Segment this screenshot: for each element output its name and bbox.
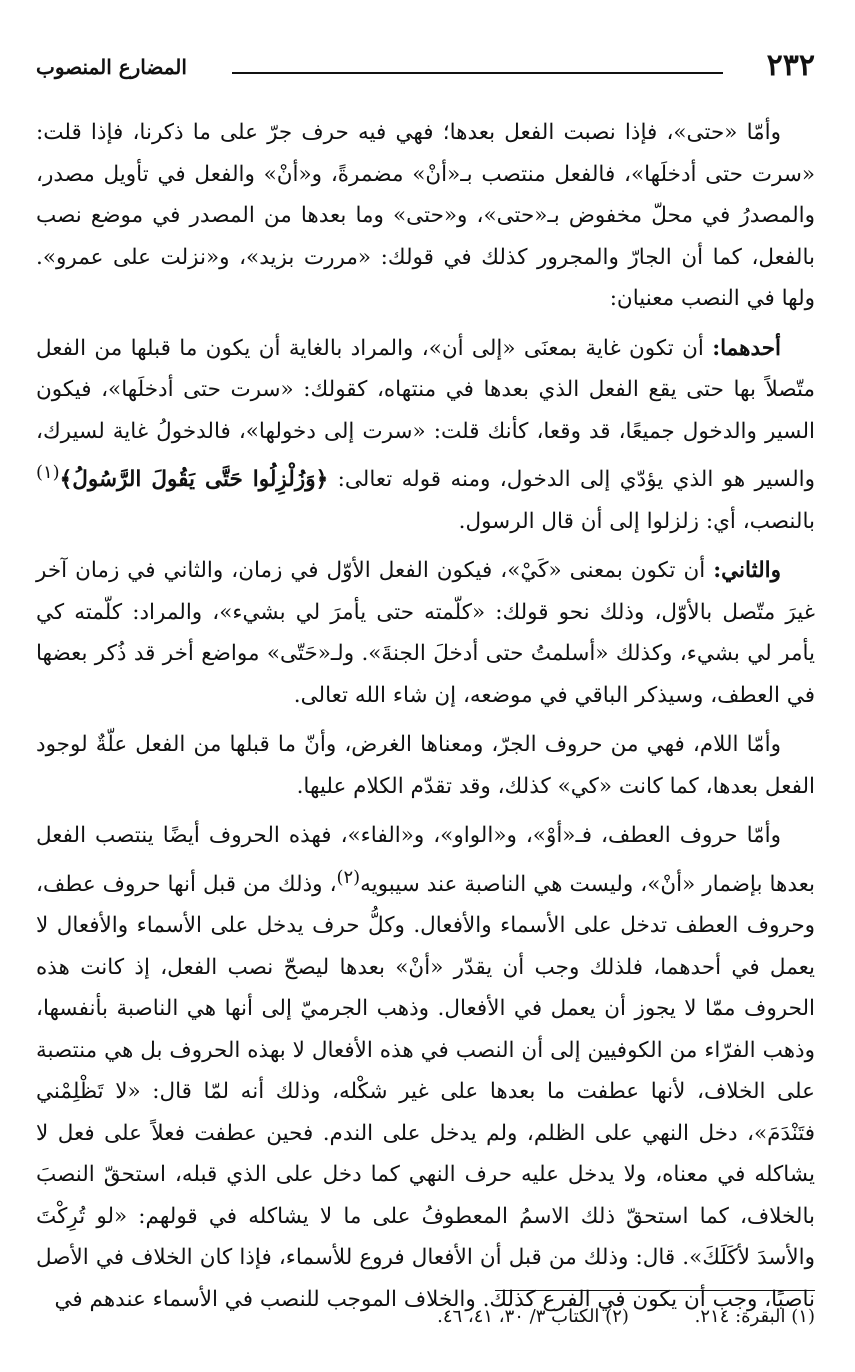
- paragraph-lam: [36, 724, 815, 807]
- paragraph-first-meaning: [36, 328, 815, 543]
- footnote-2: (٢) الكتاب ٣/ ٣٠، ٤١، ٤٦.: [437, 1306, 629, 1327]
- chapter-title: المضارع المنصوب: [36, 55, 187, 79]
- paragraph-hatta: [36, 112, 815, 320]
- footnote-1: (١) البقرة: ٢١٤.: [694, 1306, 815, 1327]
- paragraph-second-meaning: [36, 550, 815, 716]
- header-rule: [232, 72, 723, 74]
- paragraph-text: وأمّا اللام، فهي من حروف الجرّ، ومعناها الغرض، وأنّ ما قبلها من الفعل علّةٌ لوجود الفعل بعدها، كما كانت «كي» كذلك، وقد تقدّم الكلام عليها.: [36, 732, 815, 799]
- quran-verse: ﴿وَزُلْزِلُوا حَتَّى يَقُولَ الرَّسُولُ﴾: [59, 467, 329, 493]
- paragraph-text: وأمّا حروف العطف، فـ«أوْ»، و«الواو»، و«الفاء»، فهذه الحروف أيضًا ينتصب الفعل بعدها بإضمار «أنْ»، وليست هي الناصبة عند سيبويه: [36, 823, 815, 897]
- body-text: [36, 112, 815, 1328]
- footnote-marker: (١): [36, 462, 60, 483]
- paragraph-text: وأمّا «حتى»، فإذا نصبت الفعل بعدها؛ فهي فيه حرف جرّ على ما ذكرنا، فإذا قلت: «سرت حتى أدخلَها»، فالفعل منتصب بـ«أنْ» مضمرةً، و«أنْ» والفعل في تأويل مصدر، والمصدرُ في محلّ مخفوض بـ«حتى»، و«حتى» وما بعدها من المصدر في موضع نصب بالفعل، كما أن الجارّ والمجرور كذلك في قولك: «مررت بزيد»، و«نزلت على عمرو». ولها في النصب معنيان:: [36, 120, 815, 311]
- paragraph-tail: ، وذلك من قبل أنها حروف عطف، وحروف العطف تدخل على الأسماء والأفعال. وكلُّ حرف يدخل على الأسماء والأفعال لا يعمل في أحدهما، فلذلك وجب أن يقدّر «أنْ» بعدها ليصحّ نصب الفعل، إذ كانت هذه الحروف ممّا لا يجوز أن يعمل في الأفعال. وذهب الجرميّ إلى أنها هي الناصبة بأنفسها، وذهب الفرّاء من الكوفيين إلى أن النصب في هذه الأفعال لا بهذه الحروف بل هي منتصبة على الخلاف، لأنها عطفت ما بعدها على غير شكْله، وذلك أنه لمّا قال: «لا تَظْلِمْني فتَنْدَمَ»، دخل النهي على الظلم، ولم يدخل على الندم. فحين عطفت فعلاً على فعل لا يشاكله في معناه، ولا يدخل عليه حرف النهي كما دخل على الذي قبله، استحقّ النصبَ بالخلاف، كما استحقّ ذلك الاسمُ المعطوفُ على ما لا يشاكله في قولهم: «لو تُرِكْتَ والأسدَ لأكَلَكَ». قال: وذلك من قبل أن الأفعال فروع للأسماء، فإذا كان الخلاف في الأصل ناصبًا، وجب أن يكون في الفرع كذلك. والخلاف الموجب للنصب في الأسماء عندهم في: [36, 871, 815, 1312]
- paragraph-lead: أحدهما:: [712, 335, 781, 361]
- paragraph-text: أن تكون غاية بمعنَى «إلى أن»، والمراد بالغاية أن يكون ما قبلها من الفعل متّصلاً بها حتى يقع الفعل الذي بعدها في منتهاه، كقولك: «سرت حتى أدخلَها»، فيكون السير والدخول جميعًا، قد وقعا، كأنك قلت: «سرت إلى دخولها»، فالدخولُ غاية لسيرك، والسير هو الذي يؤدّي إلى الدخول، ومنه قوله تعالى:: [36, 335, 815, 493]
- footnote-rule: [495, 1290, 815, 1291]
- paragraph-text: أن تكون بمعنى «كَيْ»، فيكون الفعل الأوّل في زمان، والثاني في زمان آخر غيرَ متّصل بالأوّل، وذلك نحو قولك: «كلّمته حتى يأمرَ لي بشيء»، والمراد: كلّمته كي يأمر لي بشيء، وكذلك «أسلمتُ حتى أدخلَ الجنةَ». ولـ«حَتّى» مواضع أخر قد ذُكر بعضها في العطف، وسيذكر الباقي في موضعه، إن شاء الله تعالى.: [36, 558, 815, 708]
- page-header: [36, 48, 815, 88]
- footnote-marker: (٢): [336, 866, 361, 888]
- page-number: ٢٣٢: [766, 48, 815, 83]
- paragraph-lead: والثاني:: [713, 558, 781, 584]
- paragraph-conjunctions: [36, 815, 815, 1320]
- paragraph-tail: بالنصب، أي: زلزلوا إلى أن قال الرسول.: [458, 508, 815, 534]
- footnotes: [40, 1302, 815, 1332]
